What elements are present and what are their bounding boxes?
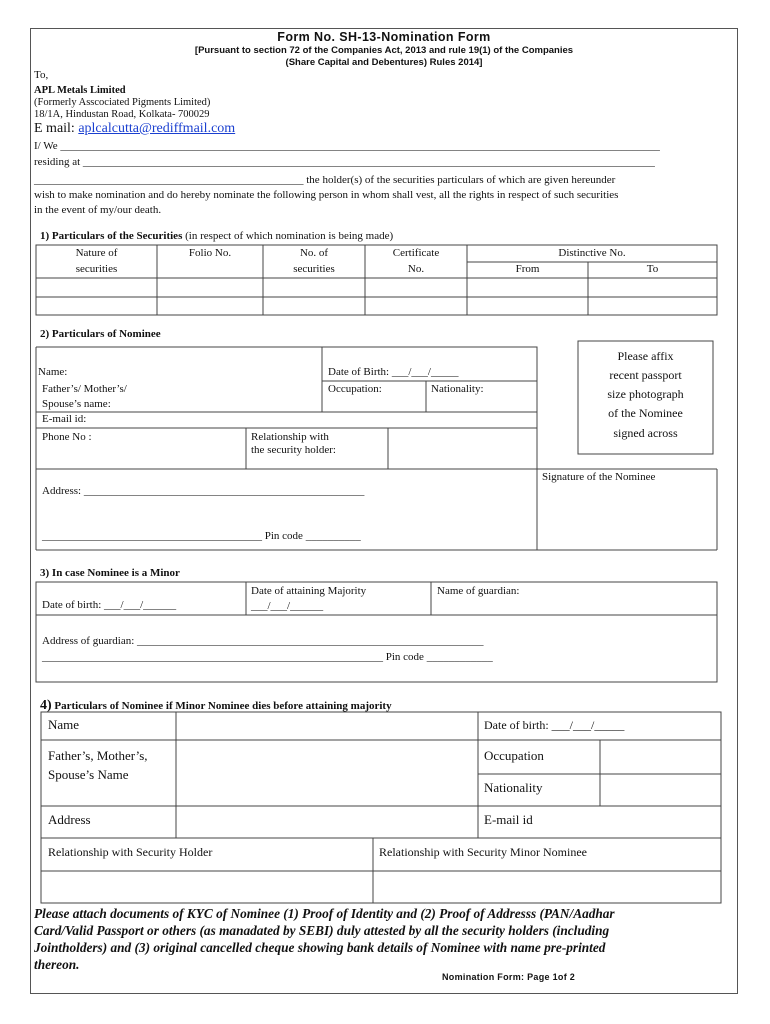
nominee-phone-label: Phone No : <box>42 431 92 443</box>
email-line <box>34 121 235 137</box>
nominee-nationality-label: Nationality: <box>431 383 484 395</box>
intro-line4: wish to make nomination and do hereby nominate the following person in whom shall vest, all the rights in respect of such securities <box>34 189 619 201</box>
col-folio: Folio No. <box>188 247 232 259</box>
section4-heading <box>40 698 392 714</box>
intro-line5: in the event of my/our death. <box>34 204 162 216</box>
section4-heading-num: 4) <box>40 698 52 713</box>
photo-note-1: Please affix <box>617 349 674 363</box>
col-no-1: No. of <box>299 247 329 259</box>
section3-heading: 3) In case Nominee is a Minor <box>40 567 180 579</box>
s4-rel-holder-label: Relationship with Security Holder <box>48 845 213 859</box>
company-address: 18/1A, Hindustan Road, Kolkata- 700029 <box>34 109 210 120</box>
photo-note-4: of the Nominee <box>608 406 683 420</box>
col-distinctive: Distinctive No. <box>558 247 626 259</box>
minor-table-grid <box>36 582 717 682</box>
section1-heading-rest: (in respect of which nomination is being made) <box>182 230 394 242</box>
page-number: Nomination Form: Page 1of 2 <box>442 972 576 982</box>
intro-line3: _________________________________________________ the holder(s) of the securities particulars of which are given hereunder <box>34 174 616 186</box>
to-label: To, <box>34 69 49 81</box>
col-to: To <box>646 263 659 275</box>
minor-majority-label: Date of attaining Majority <box>251 585 367 597</box>
photo-note-3: size photograph <box>607 387 684 401</box>
intro-line2: residing at ________________________________________________________________________________________________________ <box>34 156 655 168</box>
nominee-name-label: Name: <box>38 366 68 378</box>
nominee-email-label: E-mail id: <box>42 413 87 425</box>
guardian-address-1: Address of guardian: _______________________________________________________________ <box>42 635 484 647</box>
nominee-relationship-label-2: the security holder: <box>251 444 336 456</box>
nominee-address-pin: ________________________________________ Pin code __________ <box>42 530 361 542</box>
s4-name-label: Name <box>48 717 80 732</box>
col-nature-2: securities <box>75 263 118 275</box>
col-no-2: securities <box>293 263 335 275</box>
company-name: APL Metals Limited <box>34 85 126 96</box>
section2-heading: 2) Particulars of Nominee <box>40 328 161 340</box>
photo-note-2: recent passport <box>609 368 682 382</box>
s4-rel-minor-label: Relationship with Security Minor Nominee <box>379 845 587 859</box>
kyc-note-line3: Jointholders) and (3) original cancelled cheque showing bank details of Nominee with name pre-printed <box>34 940 606 955</box>
kyc-note-line4: thereon. <box>34 957 80 972</box>
minor-majority-date: ___/___/______ <box>251 600 324 612</box>
form-title: Form No. SH-13-Nomination Form <box>277 30 491 44</box>
email-link[interactable]: aplcalcutta@rediffmail.com <box>78 121 236 136</box>
col-cert-2: No. <box>407 263 425 275</box>
s4-occupation-label: Occupation <box>484 748 544 763</box>
col-cert-1: Certificate <box>392 247 440 259</box>
nominee-dob-label: Date of Birth: ___/___/_____ <box>328 366 459 378</box>
minor-dies-table-grid <box>41 712 721 903</box>
guardian-name-label: Name of guardian: <box>437 585 520 597</box>
section4-heading-rest: Particulars of Nominee if Minor Nominee dies before attaining majority <box>51 700 392 712</box>
s4-nationality-label: Nationality <box>484 780 543 795</box>
email-label: E mail: <box>34 121 79 136</box>
form-subtitle-line1: [Pursuant to section 72 of the Companies Act, 2013 and rule 19(1) of the Companies <box>194 45 574 56</box>
nominee-father-label-2: Spouse’s name: <box>42 398 111 410</box>
form-subtitle-line2: (Share Capital and Debentures) Rules 2014] <box>285 57 483 68</box>
company-formerly: (Formerly Asscociated Pigments Limited) <box>34 97 211 108</box>
photo-note-5: signed across <box>613 426 678 440</box>
kyc-note-line2: Card/Valid Passport or others (as manadated by SEBI) duly attested by all the security holders (including <box>34 923 610 938</box>
nominee-signature-label: Signature of the Nominee <box>542 471 656 483</box>
section1-heading-bold: 1) Particulars of the Securities <box>40 230 183 242</box>
nominee-relationship-label-1: Relationship with <box>251 431 329 443</box>
col-nature-1: Nature of <box>75 247 118 259</box>
s4-father-label-2: Spouse’s Name <box>48 767 129 782</box>
intro-line1: I/ We _____________________________________________________________________________________________________________ <box>34 140 660 152</box>
s4-address-label: Address <box>48 812 91 827</box>
s4-father-label-1: Father’s, Mother’s, <box>48 748 148 763</box>
nominee-address-label: Address: ___________________________________________________ <box>42 485 365 497</box>
s4-email-label: E-mail id <box>484 812 533 827</box>
minor-dob-label: Date of birth: ___/___/______ <box>42 599 177 611</box>
col-from: From <box>515 263 540 275</box>
nominee-father-label-1: Father’s/ Mother’s/ <box>42 383 127 395</box>
guardian-address-2: ______________________________________________________________ Pin code ____________ <box>42 651 493 663</box>
section1-heading <box>40 230 393 242</box>
s4-dob-label: Date of birth: ___/___/_____ <box>484 718 625 732</box>
nominee-occupation-label: Occupation: <box>328 383 382 395</box>
kyc-note-line1: Please attach documents of KYC of Nominee (1) Proof of Identity and (2) Proof of Addresss (PAN/Aadhar <box>34 906 615 921</box>
